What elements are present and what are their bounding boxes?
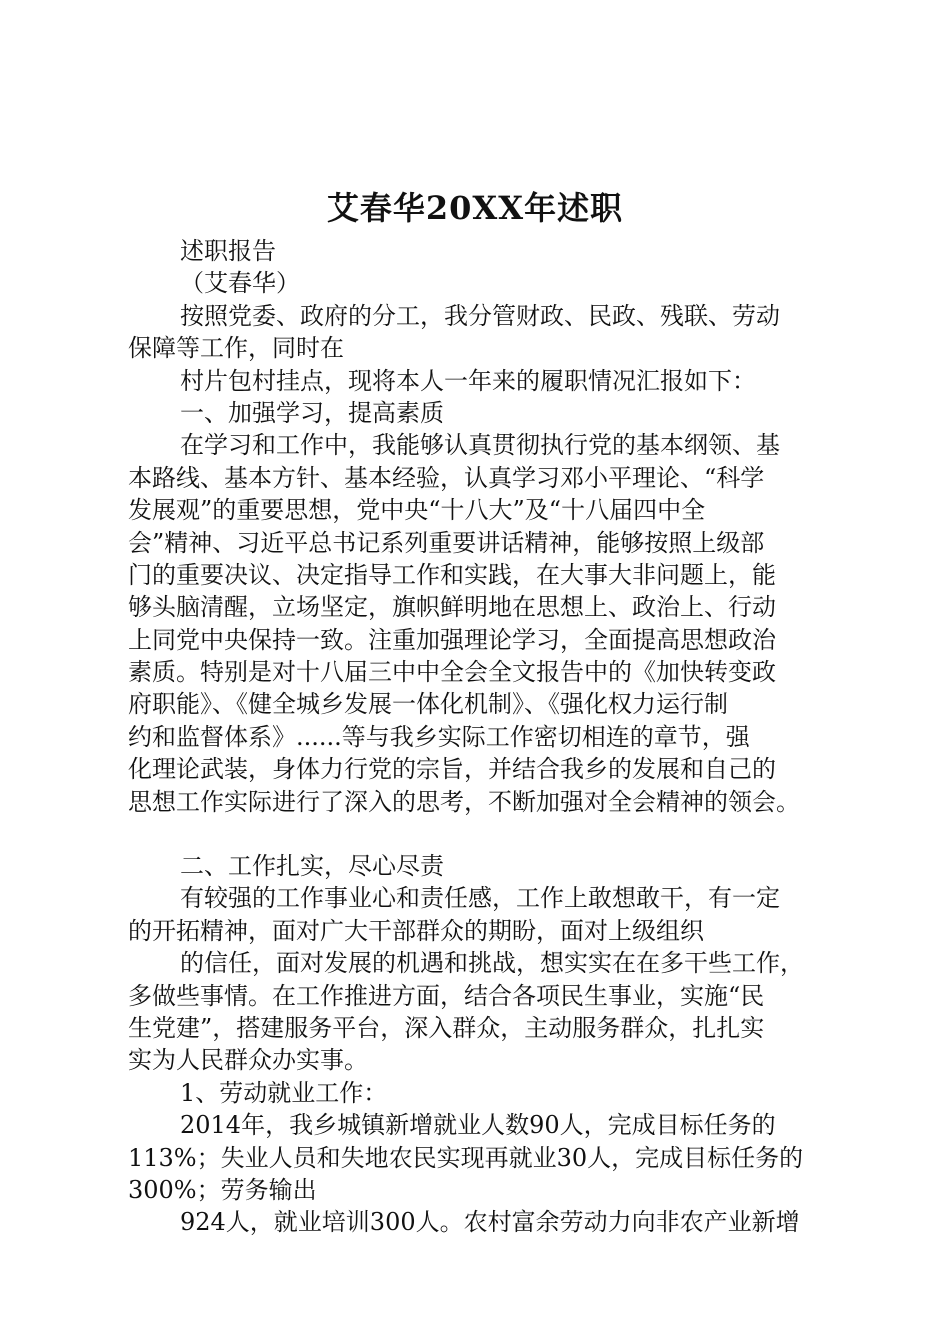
text-line: 的开拓精神，面对广大干部群众的期盼，面对上级组织 (128, 916, 704, 945)
text-line: 一、加强学习，提高素质 (180, 398, 444, 427)
text-line: 门的重要决议、决定指导工作和实践，在大事大非问题上，能 (128, 560, 776, 589)
text-line: 够头脑清醒，立场坚定，旗帜鲜明地在思想上、政治上、行动 (128, 593, 776, 622)
text-line: 113%；失业人员和失地农民实现再就业30人，完成目标任务的 (128, 1143, 804, 1172)
document-title: 艾春华20XX年述职 (326, 189, 624, 227)
text-line: 924人，就业培训300人。农村富余劳动力向非农产业新增 (180, 1208, 800, 1237)
text-line: 上同党中央保持一致。注重加强理论学习，全面提高思想政治 (128, 625, 776, 654)
text-line: 的信任，面对发展的机遇和挑战，想实实在在多干些工作， (180, 949, 804, 978)
text-line: 二、工作扎实，尽心尽责 (180, 852, 444, 881)
text-line: 村片包村挂点，现将本人一年来的履职情况汇报如下： (180, 366, 756, 395)
text-line: 约和监督体系》......等与我乡实际工作密切相连的章节，强 (128, 722, 750, 751)
text-line: 生党建”，搭建服务平台，深入群众，主动服务群众，扎扎实 (128, 1013, 765, 1042)
text-line: 会”精神、习近平总书记系列重要讲话精神，能够按照上级部 (128, 528, 765, 557)
text-line: 按照党委、政府的分工，我分管财政、民政、残联、劳动 (180, 301, 780, 330)
text-line: 发展观”的重要思想，党中央“十八大”及“十八届四中全 (128, 496, 706, 525)
text-line: 保障等工作，同时在 (128, 334, 344, 363)
text-line: （艾春华） (180, 269, 300, 298)
text-line: 素质。特别是对十八届三中中全会全文报告中的《加快转变政 (128, 658, 776, 687)
text-line: 300%；劳务输出 (128, 1175, 317, 1204)
text-line: 述职报告 (180, 237, 276, 265)
text-line: 府职能》、《健全城乡发展一体化机制》、《强化权力运行制 (128, 690, 728, 719)
text-line: 2014年，我乡城镇新增就业人数90人，完成目标任务的 (180, 1111, 776, 1140)
text-line: 本路线、基本方针、基本经验，认真学习邓小平理论、“科学 (128, 463, 765, 492)
text-line: 1、劳动就业工作： (180, 1078, 388, 1107)
text-line: 多做些事情。在工作推进方面，结合各项民生事业，实施“民 (128, 981, 765, 1010)
text-line: 化理论武装，身体力行党的宗旨，并结合我乡的发展和自己的 (128, 755, 776, 784)
text-line: 在学习和工作中，我能够认真贯彻执行党的基本纲领、基 (180, 431, 780, 460)
text-line: 有较强的工作事业心和责任感，工作上敢想敢干，有一定 (180, 884, 780, 913)
text-line: 实为人民群众办实事。 (128, 1046, 368, 1075)
document-body (128, 235, 843, 1239)
text-line: 思想工作实际进行了深入的思考，不断加强对全会精神的领会。 (128, 787, 800, 816)
paragraph-gap (128, 818, 843, 850)
